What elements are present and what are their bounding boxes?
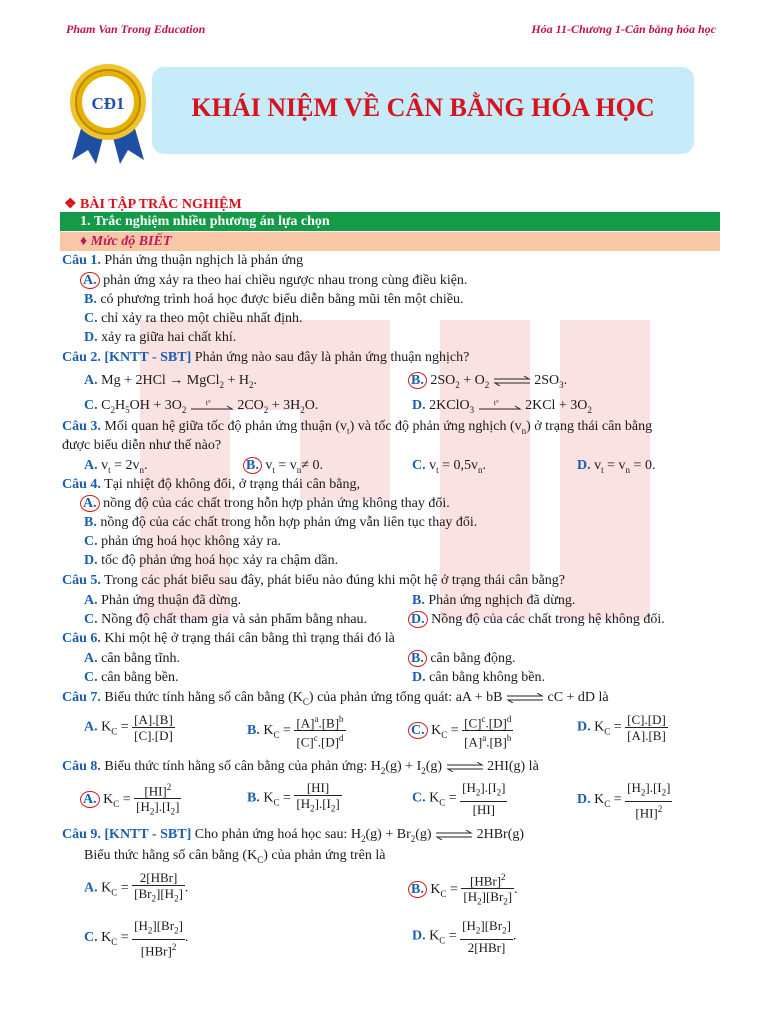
q6-option-c[interactable]: C. cân bằng bền. [84, 670, 179, 685]
q5-option-a[interactable]: A. Phản ứng thuận đã dừng. [84, 593, 242, 608]
q8-option-d[interactable]: D. $K_C$ = $\frac{[H_2].[I_2]}{[HI]^2}$ [577, 780, 671, 820]
question-4: Câu 4. Tại nhiệt độ không đổi, ở trạng thái cân bằng, [62, 477, 360, 492]
q5-option-d[interactable]: D. Nồng độ của các chất trong hệ không đổi. [412, 611, 665, 629]
q8-option-c[interactable]: C. $K_C$ = $\frac{[H_2].[I_2]}{[HI]}$ [412, 780, 506, 817]
q6-option-b[interactable]: B. cân bằng động. [412, 650, 516, 668]
q3-option-d[interactable]: D. $v_t = v_n = 0$. [577, 458, 656, 475]
question-2: Câu 2. [KNTT - SBT] Phản ứng nào sau đây là phản ứng thuận nghịch? [62, 350, 470, 365]
q4-option-b[interactable]: B. nồng độ của các chất trong hỗn hợp phản ứng vẫn liên tục thay đổi. [84, 515, 478, 530]
question-3: Câu 3. Mối quan hệ giữa tốc độ phản ứng thuận $(v_t)$ và tốc độ phản ứng nghịch $(v_n)$ ở trạng thái cân bằng [62, 419, 653, 436]
q5-option-c[interactable]: C. Nồng độ chất tham gia và sản phẩm bằng nhau. [84, 612, 368, 627]
badge-text: CĐ1 [91, 94, 125, 113]
q2-option-c[interactable]: C. $C_2H_5OH + 3O_2$ t° $2CO_2 + 3H_2O$. [84, 398, 319, 415]
q3-option-c[interactable]: C. $v_t = 0,5v_n$. [412, 458, 487, 475]
q4-option-c[interactable]: C. phản ứng hoá học không xảy ra. [84, 534, 281, 549]
question-8: Câu 8. Biểu thức tính hằng số cân bằng của phản ứng: $H_2(g) + I_2(g)$ 2HI(g) là [62, 759, 539, 776]
equilibrium-arrow-icon [506, 693, 544, 703]
q7-option-b[interactable]: B. $K_C$ = $\frac{[A]^a.[B]^b}{[C]^c.[D]^d}$ [247, 714, 344, 750]
question-9-cont: Biểu thức hằng số cân bằng $(K_C)$ của phản ứng trên là [84, 848, 386, 865]
q4-option-d[interactable]: D. tốc độ phản ứng hoá học xảy ra chậm dần. [84, 553, 339, 568]
q9-option-b[interactable]: B. $K_C$ = $\frac{[HBr]^2}{[H_2][Br_2]}$ . [412, 870, 518, 910]
q5-option-b[interactable]: B. Phản ứng nghịch đã dừng. [412, 593, 576, 608]
q3-option-b[interactable]: B. $v_t = v_n\ne 0$. [247, 457, 323, 479]
q3-option-a[interactable]: A. $v_t = 2v_n$. [84, 458, 148, 475]
svg-text:t°: t° [205, 398, 211, 407]
q1-option-d[interactable]: D. xảy ra giữa hai chất khí. [84, 330, 237, 345]
reaction-arrow-icon [478, 399, 522, 413]
question-5: Câu 5. Trong các phát biểu sau đây, phát biểu nào đúng khi một hệ ở trạng thái cân bằng? [62, 573, 566, 588]
q6-option-a[interactable]: A. cân bằng tĩnh. [84, 651, 181, 666]
q2-option-a[interactable]: A. Mg + 2HCl → MgCl$_2$ + $H_2$. [84, 373, 257, 390]
q8-option-b[interactable]: B. $K_C$ = $\frac{[HI]}{[H_2].[I_2]}$ [247, 780, 340, 814]
q7-option-d[interactable]: D. $K_C$ = $\frac{[C].[D]}{[A].[B]}$ [577, 712, 666, 743]
equilibrium-arrow-icon [435, 830, 473, 840]
question-1: Câu 1. Phản ứng thuận nghịch là phản ứng [62, 253, 304, 268]
medal-icon [62, 60, 154, 168]
q1-option-b[interactable]: B. có phương trình hoá học được biểu diễn bằng mũi tên một chiều. [84, 292, 464, 307]
question-3-cont: được biểu diễn như thế nào? [62, 438, 222, 453]
q2-option-d[interactable]: D. 2KClO$_3$ t° $2KCl + 3O_2$ [412, 398, 592, 415]
reaction-arrow-icon [190, 399, 234, 413]
equilibrium-arrow-icon [493, 376, 531, 386]
question-7: Câu 7. Biểu thức tính hằng số cân bằng $(K_C)$ của phản ứng tổng quát: aA + bB cC + dD là [62, 690, 609, 707]
q4-option-a[interactable]: A. nồng độ của các chất trong hỗn hợp phản ứng không thay đổi. [84, 495, 450, 513]
question-9: Câu 9. [KNTT - SBT] Cho phản ứng hoá học sau: $H_2(g) + Br_2(g)$ 2HBr(g) [62, 827, 525, 844]
q9-option-c[interactable]: C. $K_C$ = $\frac{[H_2][Br_2]}{[HBr]^2}$ . [84, 918, 189, 958]
header-right: Hóa 11-Chương 1-Cân bằng hóa học [531, 22, 716, 36]
subsection-bar: 1. Trắc nghiệm nhiều phương án lựa chọn [60, 212, 720, 231]
svg-text:t°: t° [493, 398, 499, 407]
q7-option-c[interactable]: C. $K_C$ = $\frac{[C]^c.[D]^d}{[A]^a.[B]^b}$ [412, 712, 513, 750]
page-title: KHÁI NIỆM VỀ CÂN BẰNG HÓA HỌC [191, 93, 655, 122]
q9-option-d[interactable]: D. $K_C$ = $\frac{[H_2][Br_2]}{\text{2[HBr]}}$ . [412, 918, 517, 955]
q7-option-a[interactable]: A. $K_C$ = $\frac{[A].[B]}{[C].[D]}$ [84, 712, 173, 743]
q2-option-b[interactable]: B. $2SO_2 + O_2$ $2SO_3$. [412, 372, 567, 394]
question-6: Câu 6. Khi một hệ ở trạng thái cân bằng thì trạng thái đó là [62, 631, 395, 646]
equilibrium-arrow-icon [446, 762, 484, 772]
header-left: Pham Van Trong Education [66, 22, 206, 36]
q1-option-c[interactable]: C. chỉ xảy ra theo một chiều nhất định. [84, 311, 303, 326]
q6-option-d[interactable]: D. cân bằng không bền. [412, 670, 545, 685]
level-bar: ♦ Mức độ BIẾT [60, 232, 720, 251]
q1-option-a[interactable]: A. phản ứng xảy ra theo hai chiều ngược nhau trong cùng điều kiện. [84, 272, 467, 290]
q9-option-a[interactable]: A. $K_C$ = $\frac{\text{2[HBr]}}{[Br_2][H_2]}$ . [84, 870, 189, 904]
section-heading: ❖ BÀI TẬP TRẮC NGHIỆM [64, 197, 242, 212]
q8-option-a[interactable]: A. $K_C$ = $\frac{[HI]^2}{[H_2].[I_2]}$ [84, 780, 181, 820]
